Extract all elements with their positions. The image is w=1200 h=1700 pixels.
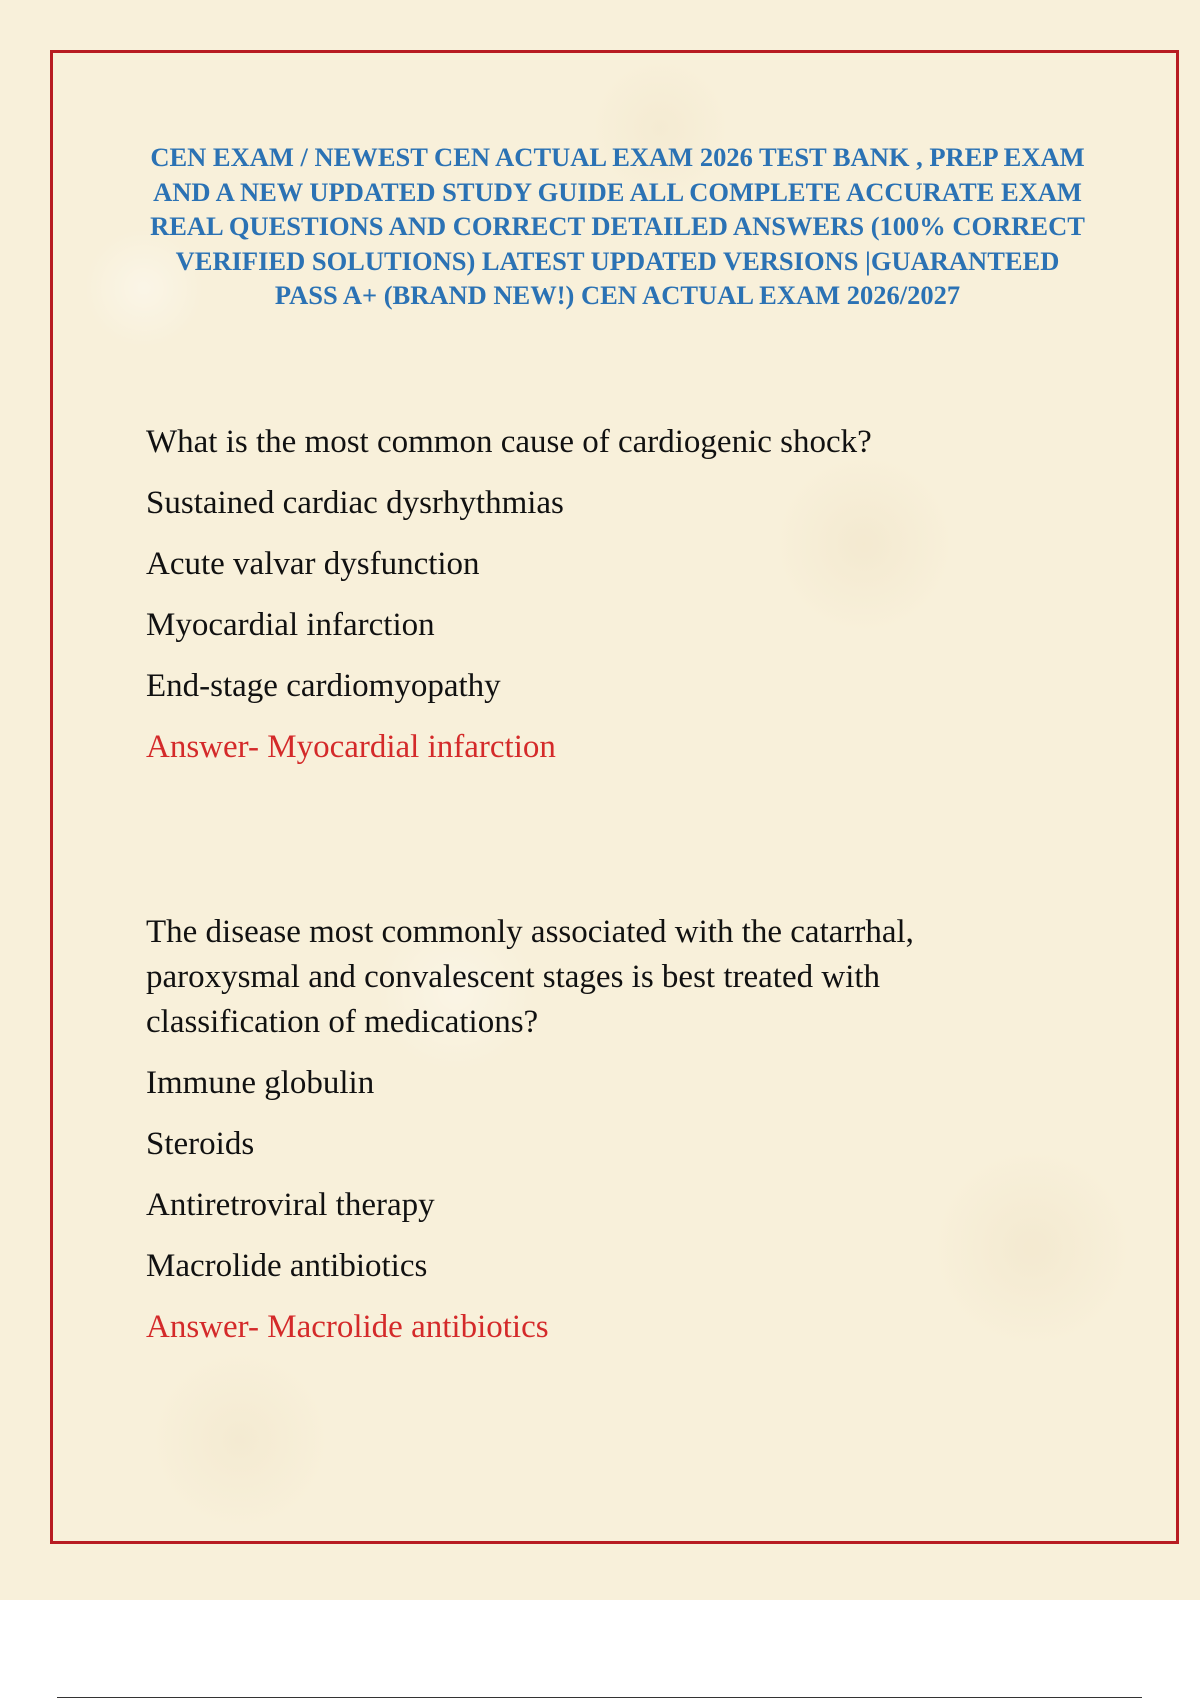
answer-option: Sustained cardiac dysrhythmias	[146, 485, 564, 521]
question-text: What is the most common cause of cardiogenic shock?	[146, 424, 872, 460]
footer-divider	[57, 1697, 1142, 1698]
question-text: The disease most commonly associated with the catarrhal, paroxysmal and convalescent stages is best treated with classification of medications?	[146, 914, 914, 1040]
answer-option: Myocardial infarction	[146, 607, 435, 643]
answer-option: Steroids	[146, 1126, 255, 1162]
question-block-1	[146, 420, 1046, 770]
answer-option: End-stage cardiomyopathy	[146, 668, 501, 704]
question-block-2	[146, 910, 1046, 1350]
answer-option: Immune globulin	[146, 1065, 375, 1101]
correct-answer: Answer- Myocardial infarction	[146, 729, 556, 765]
document-title: CEN EXAM / NEWEST CEN ACTUAL EXAM 2026 TEST BANK , PREP EXAM AND A NEW UPDATED STUDY GUIDE ALL COMPLETE ACCURATE EXAM REAL QUESTIONS AND CORRECT DETAILED ANSWERS (100% CORRECT VERIFIED SOLUTIONS) LATEST UPDATED VERSIONS |GUARANTEED PASS A+ (BRAND NEW!) CEN ACTUAL EXAM 2026/2027	[150, 142, 1085, 310]
answer-option: Antiretroviral therapy	[146, 1187, 435, 1223]
answer-option: Macrolide antibiotics	[146, 1248, 428, 1284]
answer-option: Acute valvar dysfunction	[146, 546, 480, 582]
correct-answer: Answer- Macrolide antibiotics	[146, 1309, 549, 1345]
